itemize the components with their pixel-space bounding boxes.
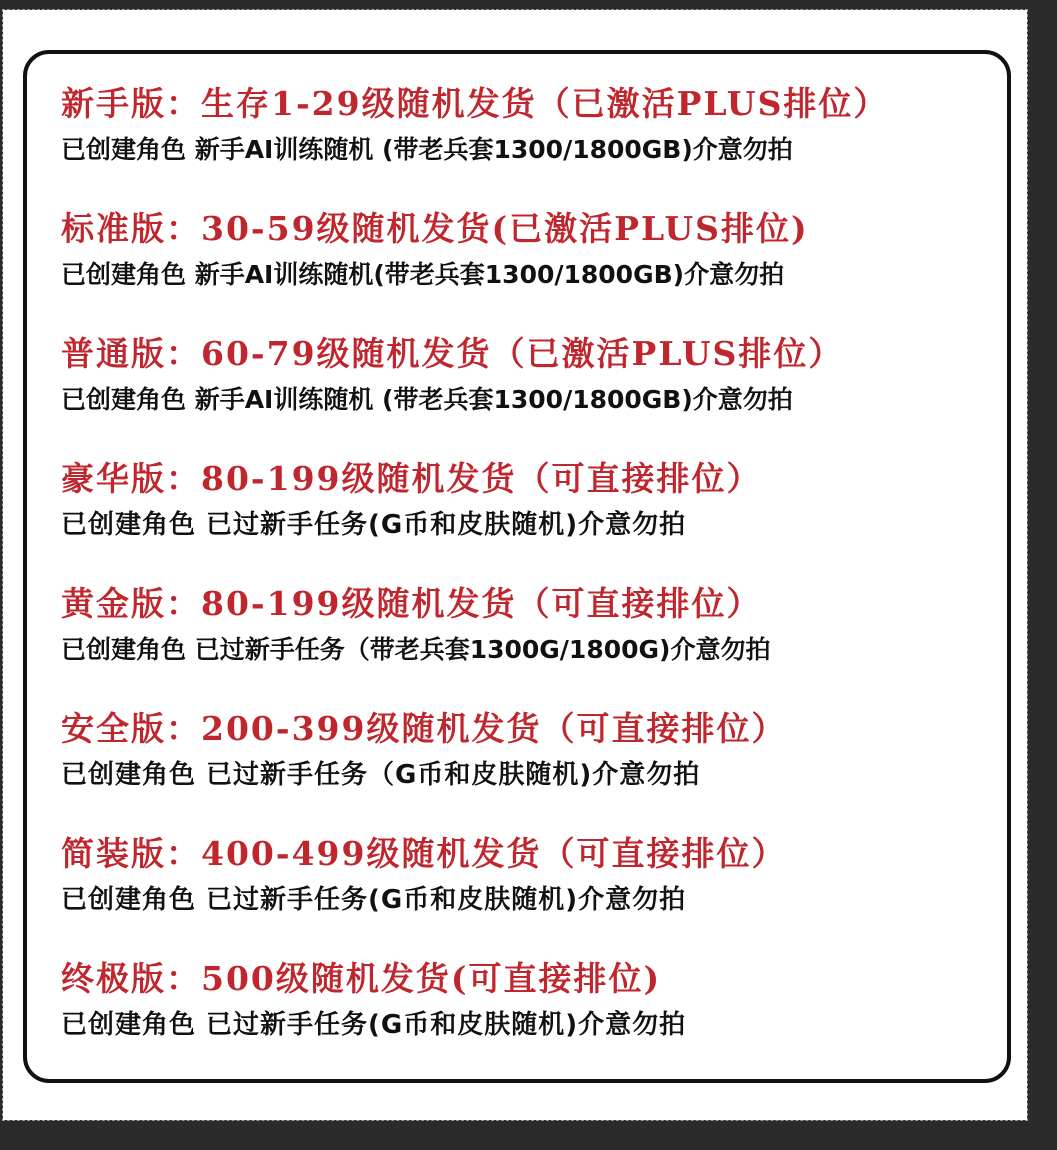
tier-description: 已创建角色 已过新手任务（带老兵套1300G/1800G)介意勿拍: [61, 635, 771, 664]
tier-title: 标准版：30-59级随机发货(已激活PLUS排位): [61, 209, 809, 248]
tier-description: 已创建角色 已过新手任务(G币和皮肤随机)介意勿拍: [61, 885, 687, 915]
tier-description: 已创建角色 已过新手任务（G币和皮肤随机)介意勿拍: [61, 760, 701, 790]
tier-title: 简装版：400-499级随机发货（可直接排位）: [61, 834, 787, 873]
tier-title: 普通版：60-79级随机发货（已激活PLUS排位）: [61, 334, 844, 373]
tier-description: 已创建角色 新手AI训练随机 (带老兵套1300/1800GB)介意勿拍: [61, 135, 793, 164]
tier-title: 黄金版：80-199级随机发货（可直接排位）: [61, 584, 762, 623]
tier-list-card: [23, 50, 1011, 1083]
tier-description: 已创建角色 已过新手任务(G币和皮肤随机)介意勿拍: [61, 1010, 687, 1040]
tier-title: 安全版：200-399级随机发货（可直接排位）: [61, 709, 787, 748]
tier-title: 新手版：生存1-29级随机发货（已激活PLUS排位）: [61, 84, 889, 123]
tier-title: 豪华版：80-199级随机发货（可直接排位）: [61, 459, 762, 498]
tier-title: 终极版：500级随机发货(可直接排位): [61, 959, 662, 998]
image-canvas: [3, 10, 1027, 1120]
tier-description: 已创建角色 新手AI训练随机(带老兵套1300/1800GB)介意勿拍: [61, 260, 785, 289]
tier-description: 已创建角色 新手AI训练随机 (带老兵套1300/1800GB)介意勿拍: [61, 385, 793, 414]
tier-description: 已创建角色 已过新手任务(G币和皮肤随机)介意勿拍: [61, 510, 687, 540]
